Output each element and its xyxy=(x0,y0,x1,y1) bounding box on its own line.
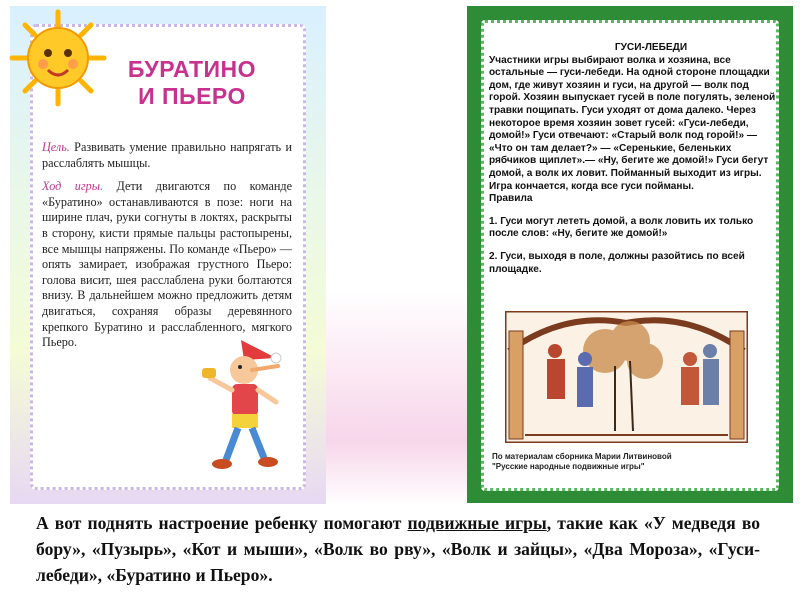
goal-label: Цель. xyxy=(42,140,70,154)
card-title xyxy=(112,56,272,110)
goal-text: Развивать умение правильно напрягать и расслаблять мышцы. xyxy=(42,140,292,170)
title-line-2: И ПЬЕРО xyxy=(138,83,246,109)
folk-game-illustration xyxy=(505,311,748,443)
course-text: Дети двигаются по команде «Буратино» останавливаются в позе: ноги на ширине плач, руки согнуты в локтях, раскрыты в сторону, кисти прямые пальцы растопырены, все мышцы напряжены. По команде «Пьеро» — опять замирает, изображая грустного Пьеро: голова висит, шея расслаблена руки болтаются внизу. В дальнейшем можно предложить детям двигаться, сохраняя образы деревянного крепкого Буратино и расслабленного, мягкого Пьеро. xyxy=(42,179,292,350)
slide-caption xyxy=(36,510,760,588)
geese-game-text xyxy=(489,42,779,276)
card-title: ГУСИ-ЛЕБЕДИ xyxy=(614,42,688,53)
course-label: Ход игры. xyxy=(42,179,104,194)
pinocchio-illustration xyxy=(196,330,296,490)
source-line-1: По материалам сборника Марии Литвиновой xyxy=(492,452,672,461)
background-decoration xyxy=(326,290,468,506)
source-line-2: "Русские народные подвижные игры" xyxy=(492,462,645,471)
game-description xyxy=(42,140,292,359)
rule-2: 2. Гуси, выходя в поле, должны разойтись по всей площадке. xyxy=(489,250,745,275)
rule-1: 1. Гуси могут лететь домой, а волк ловить их только после слов: «Ну, бегите же домой!» xyxy=(489,215,754,240)
sun-icon xyxy=(8,8,108,108)
title-line-1: БУРАТИНО xyxy=(127,56,257,82)
source-note xyxy=(492,452,782,472)
game-intro: Участники игры выбирают волка и хозяина, все остальные — гуси-лебеди. На одной стороне площадки дом, где живут хозяин и гуси, на другой — волк под горой. Хозяин выпускает гусей в поле погулять, зеленой травки пощипать. Гуси уходят от дома далеко. Через некоторое время хозяин зовет гусей: «Гуси-лебеди, домой!» Гуси отвечают: «Старый волк под горой!» — «Что он там делает?» — «Серенькие, беленьких рябчиков щиплет».— «Ну, бегите же домой!» Гуси бегут домой, а волк их ловит. Пойманный выходит из игры. Игра кончается, когда все гуси пойманы. xyxy=(489,54,776,192)
rules-heading: Правила xyxy=(489,193,533,205)
caption-part-2: , такие как «У медведя во бору», «Пузырь», «Кот и мыши», «Волк во рву», «Волк и зайцы», «Два Мороза», «Гуси-лебеди», «Буратино и Пьеро». xyxy=(36,513,761,585)
caption-part-1: А вот поднять настроение ребенку помогают xyxy=(36,513,408,533)
caption-link[interactable]: подвижные игры xyxy=(407,513,547,533)
